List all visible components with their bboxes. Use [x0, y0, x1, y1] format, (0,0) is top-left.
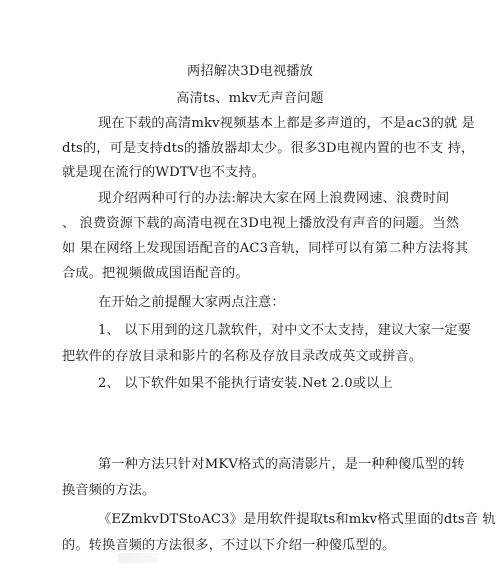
paragraph-line: 现介绍两种可行的办法:解决大家在网上浪费网速、浪费时间	[98, 191, 450, 206]
paragraph-line: 把软件的存放目录和影片的名称及存放目录改成英文或拼音。	[62, 349, 423, 364]
paragraph-line: 《EZmkvDTStoAC3》是用软件提取ts和mkv格式里面的dts音 轨	[98, 512, 496, 527]
paragraph-line: 现在下载的高清mkv视频基本上都是多声道的，不是ac3的就 是	[98, 116, 475, 131]
faded-text-fragment	[118, 553, 158, 563]
document-title: 两招解决3D电视播放	[187, 64, 313, 79]
paragraph-line: 第一种方法只针对MKV格式的高清影片，是一种种傻瓜型的转	[98, 457, 465, 472]
paragraph-line: 、 浪费资源下载的高清电视在3D电视上播放没有声音的问题。当然	[62, 216, 460, 231]
paragraph-line: 如 果在网络上发现国语配音的AC3音轨，同样可以有第二种方法将其	[62, 241, 469, 256]
paragraph-line: 1、 以下用到的这几款软件，对中文不太支持，建议大家一定要	[98, 323, 471, 338]
paragraph-line: 在开始之前提醒大家两点注意：	[98, 295, 285, 310]
document-subtitle: 高清ts、mkv无声音问题	[176, 91, 324, 106]
paragraph-line: 合成。把视频做成国语配音的。	[62, 266, 249, 281]
paragraph-line: dts的，可是支持dts的播放器却太少。很多3D电视内置的也不支 持，	[62, 141, 475, 156]
paragraph-line: 就是现在流行的WDTV也不支持。	[62, 165, 266, 180]
paragraph-line: 换音频的方法。	[62, 483, 156, 498]
paragraph-line: 2、 以下软件如果不能执行请安装.Net 2.0或以上	[98, 376, 393, 391]
paragraph-line: 的。转换音频的方法很多，不过以下介绍一种傻瓜型的。	[62, 538, 396, 553]
